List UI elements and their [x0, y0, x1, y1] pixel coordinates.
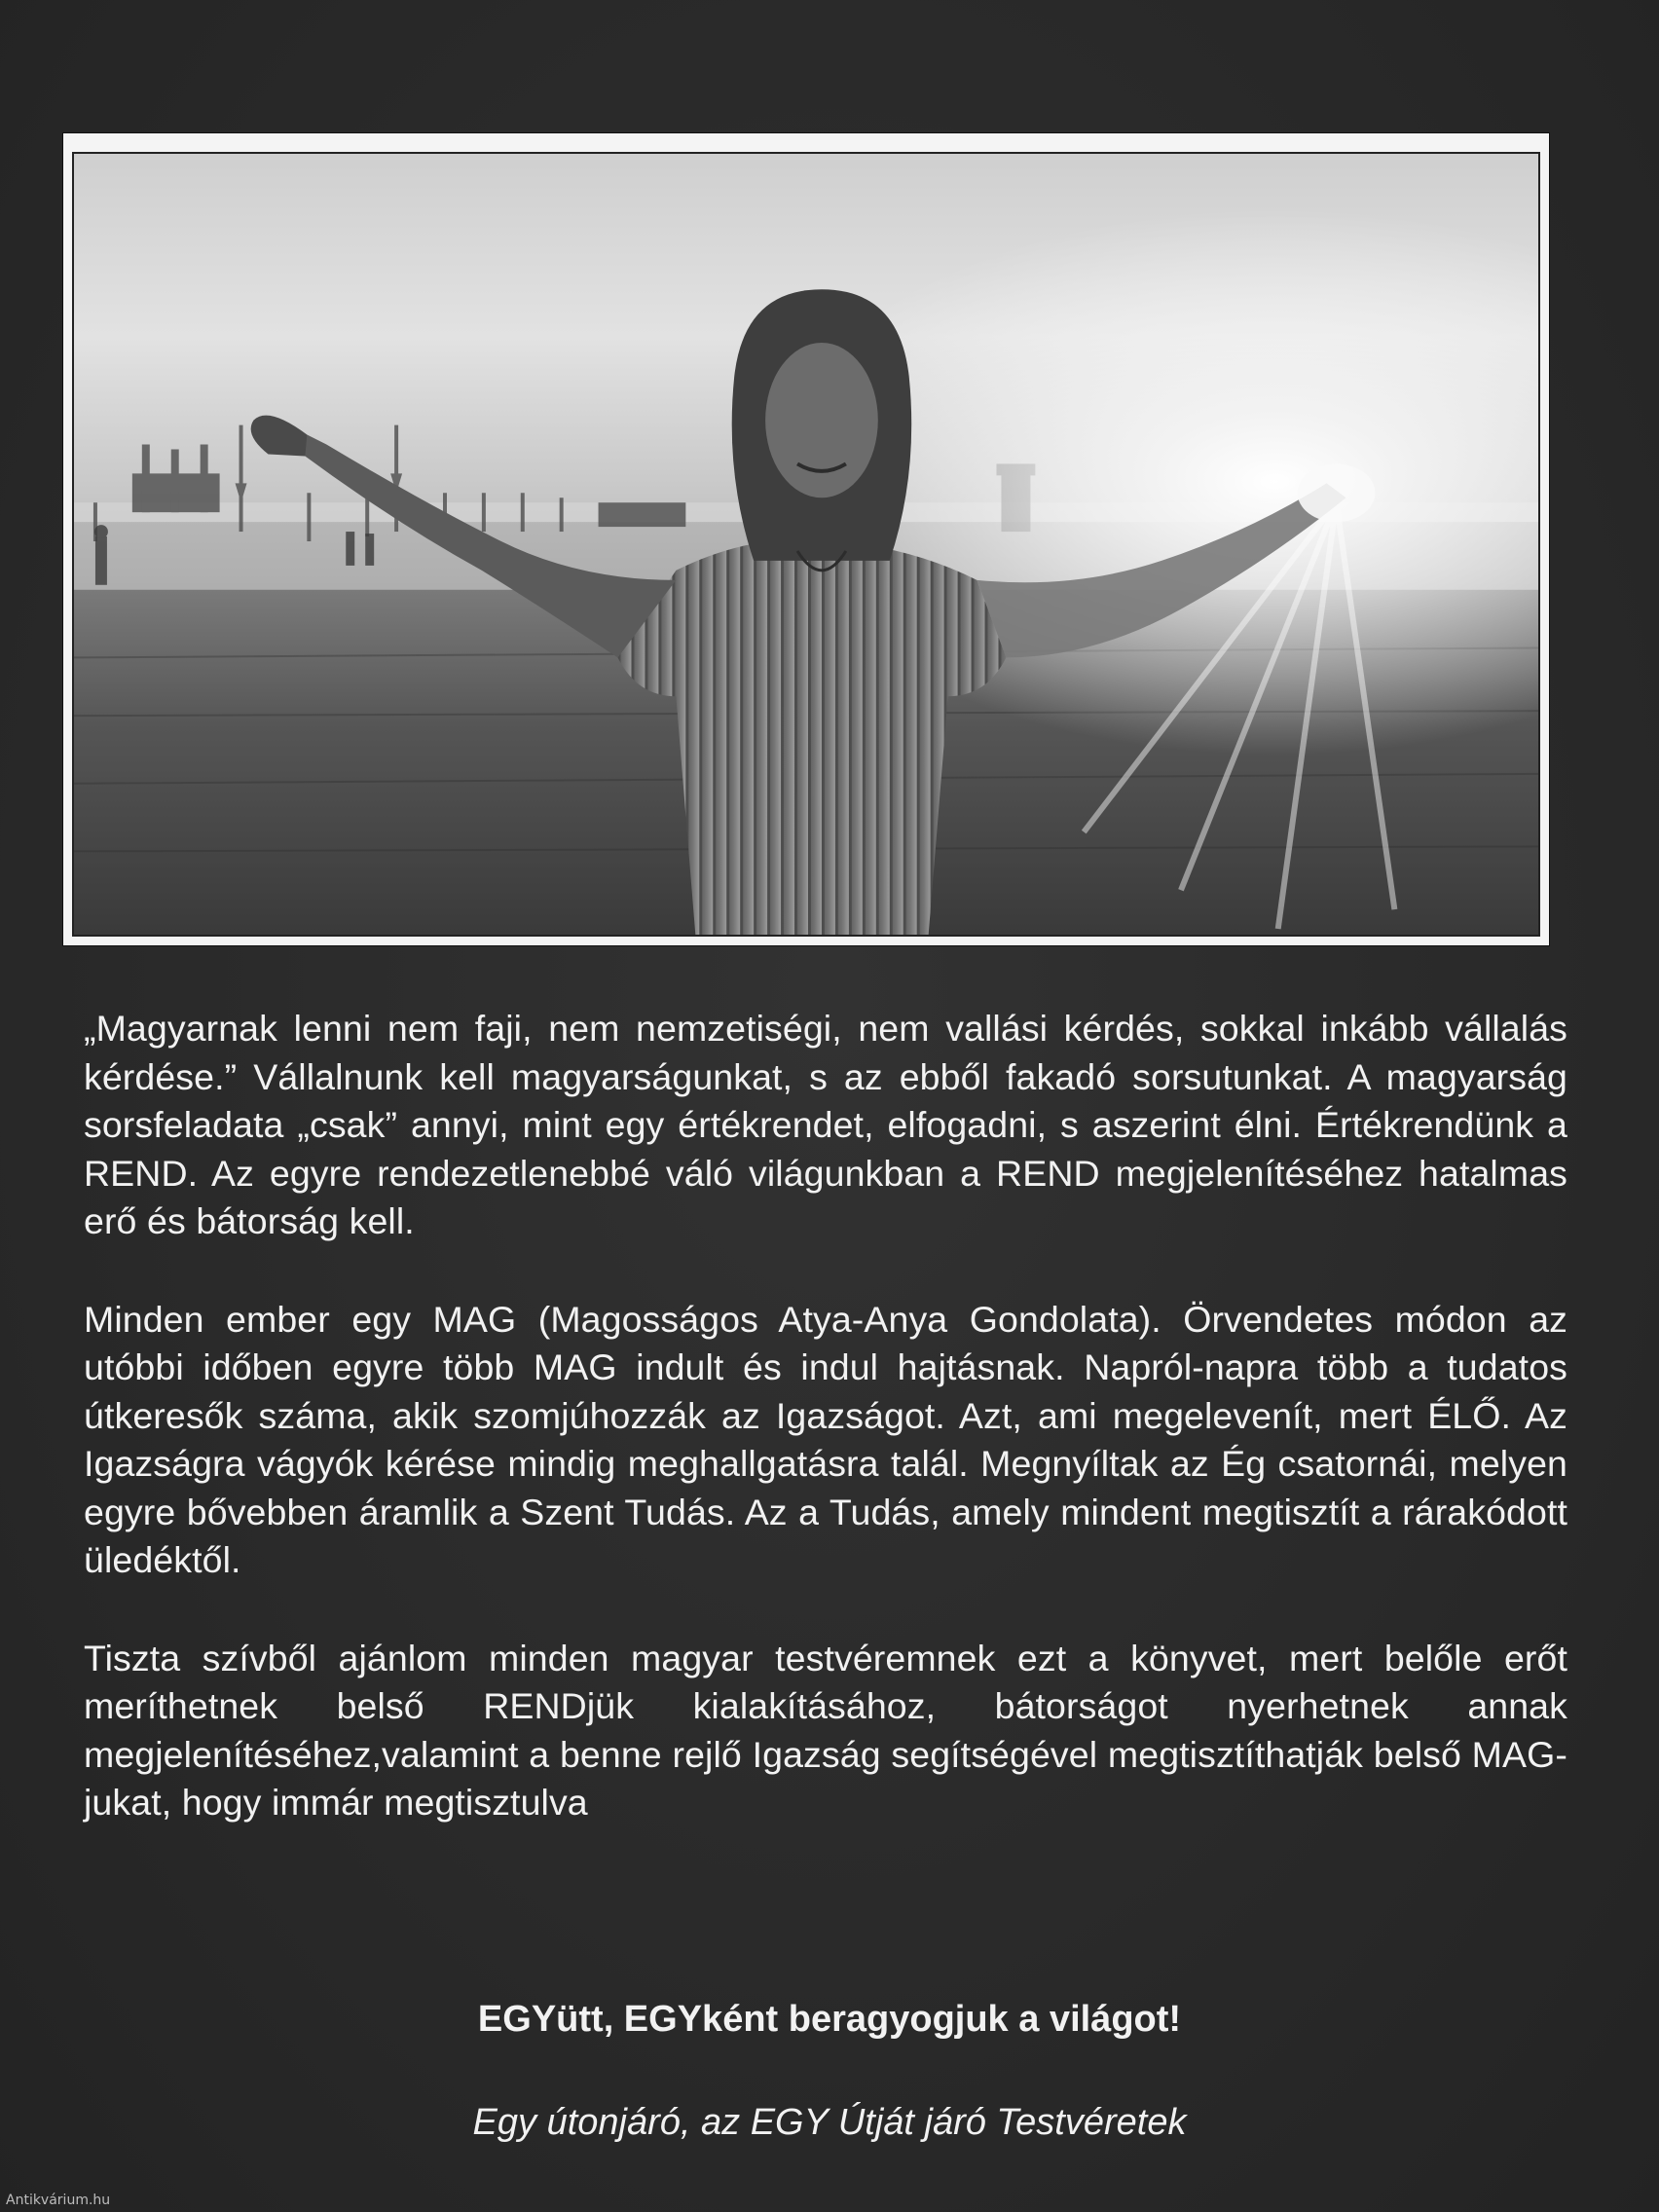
photo-illustration	[74, 154, 1538, 935]
photo-frame	[62, 132, 1550, 946]
watermark: Antikvárium.hu	[6, 2193, 111, 2208]
motto-line: EGYütt, EGYként beragyogjuk a világot!	[477, 1999, 1182, 2040]
paragraph-3: Tiszta szívből ajánlom minden magyar testvéremnek ezt a könyvet, mert belőle erőt meríthetnek belső RENDjük kialakításához, bátorságot nyerhetnek annak megjelenítéséhez,valamint a benne rejlő Igazság segítségével megtisztíthatják belső MAG-jukat, hogy immár megtisztulva	[84, 1637, 1567, 1823]
paragraph-1: „Magyarnak lenni nem faji, nem nemzetiségi, nem vallási kérdés, sokkal inkább vállalás kérdése.” Vállalnunk kell magyarságunkat, s az ebből fakadó sorsutunkat. A magyarság sorsfeladata „csak” annyi, mint egy értékrendet, elfogadni, s aszerint élni. Értékrendünk a REND. Az egyre rendezetlenebbé váló világunkban a REND megjelenítéséhez hatalmas erő és bátorság kell.	[84, 1008, 1567, 1241]
paragraph-2: Minden ember egy MAG (Magosságos Atya-Anya Gondolata). Örvendetes módon az utóbbi időben egyre több MAG indult és indul hajtásnak. Napról-napra több a tudatos útkeresők száma, akik szomjúhozzák az Igazságot. Azt, ami megelevenít, mert ÉLŐ. Az Igazságra vágyók kérése mindig meghallgatásra talál. Megnyíltak az Ég csatornái, melyen egyre bővebben áramlik a Szent Tudás. Az a Tudás, amely mindent megtisztít a rárakódott üledéktől.	[84, 1298, 1567, 1580]
text-block	[84, 1005, 1567, 1827]
cover-photo	[72, 152, 1540, 937]
signature-line: Egy útonjáró, az EGY Útját járó Testvéretek	[472, 2102, 1187, 2143]
